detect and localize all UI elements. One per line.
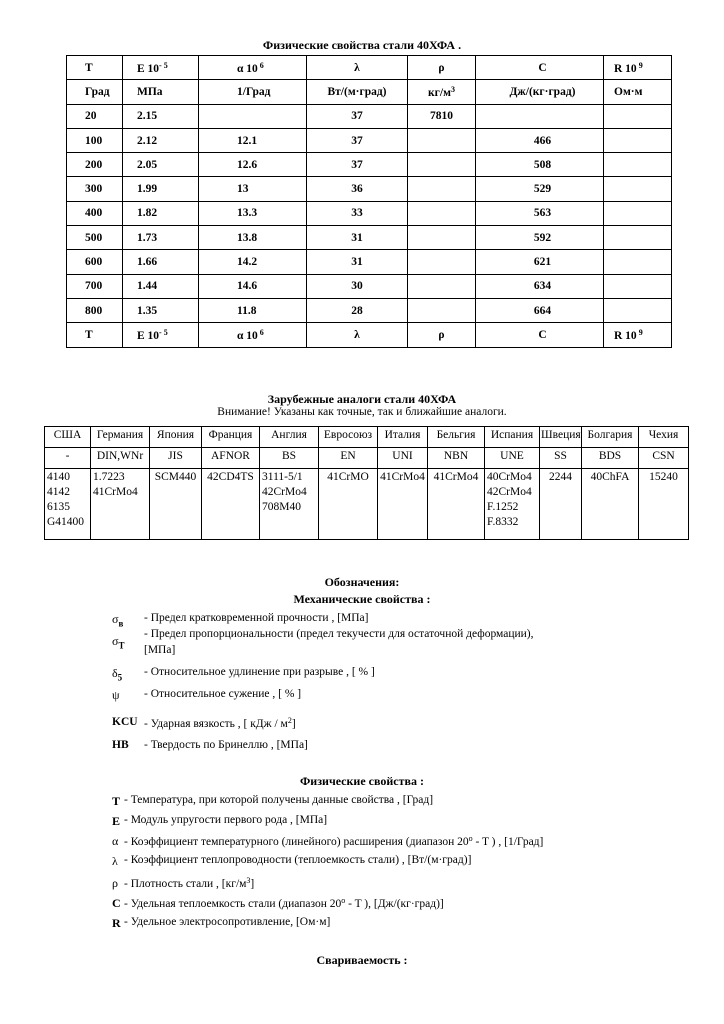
countries-row (45, 427, 689, 448)
grade-name: 15240 (649, 471, 678, 483)
table-cell: 500 (67, 226, 123, 250)
header-row (67, 56, 672, 80)
legend-text: - Удельное электросопротивление, [Ом·м] (124, 916, 331, 928)
grade-cell (260, 469, 319, 540)
legend-text: - Предел пропорциональности (предел текучести для остаточной деформации), (144, 628, 534, 640)
country-cell: США (45, 427, 91, 448)
table-cell: 664 (476, 298, 604, 322)
legend-title: Обозначения: (324, 575, 400, 589)
table-row (67, 226, 672, 250)
grade-name: 3111-5/1 (262, 471, 303, 483)
table-cell (604, 250, 672, 274)
country-cell: Болгария (582, 427, 639, 448)
grade-name: 41CrMo4 (380, 471, 425, 483)
legend-text: - Коэффициент температурного (линейного) расширения (диапазон 20$^o$ - T ) , [1/Град] (124, 834, 544, 848)
table-cell: 31 (307, 226, 408, 250)
table-cell: 37 (307, 153, 408, 177)
table-row (67, 177, 672, 201)
legend-text: - Ударная вязкость , [ кДж / $м^2$] (144, 716, 296, 730)
table-cell (604, 177, 672, 201)
table-cell: 2.12 (123, 128, 199, 152)
table-cell (604, 274, 672, 298)
table-row (67, 201, 672, 225)
table-cell: 1.44 (123, 274, 199, 298)
grade-name: 4142 (47, 486, 70, 498)
grade-name: 41CrMo4 (93, 486, 138, 498)
table-cell: 20 (67, 104, 123, 128)
superscript: 3 (246, 876, 251, 885)
unit-cell: Ом·м (604, 80, 672, 104)
grade-name: F.1252 (487, 501, 519, 513)
grade-cell (639, 469, 689, 540)
table-cell (408, 250, 476, 274)
table-cell: 592 (476, 226, 604, 250)
grade-name: 6135 (47, 501, 70, 513)
grade-name: 40ChFA (590, 471, 630, 483)
standard-cell: CSN (639, 448, 689, 469)
weldability-title: Свариваемость : (316, 953, 408, 967)
grade-name: 42CD4TS (207, 471, 254, 483)
table-cell: 28 (307, 298, 408, 322)
grade-cell (319, 469, 378, 540)
table-cell: 13.3 (199, 201, 307, 225)
legend-symbol: E (112, 814, 121, 828)
table-cell: 634 (476, 274, 604, 298)
grade-cell (582, 469, 639, 540)
legend-symbol: T (112, 794, 121, 808)
table-cell (604, 226, 672, 250)
header-cell: R 10 $^9$ (604, 323, 672, 347)
superscript: 2 (287, 716, 292, 725)
unit-cell: $кг/м^3$ (408, 80, 476, 104)
table-cell: 37 (307, 128, 408, 152)
country-cell: Англия (260, 427, 319, 448)
unit-cell: Вт/(м·град) (307, 80, 408, 104)
table-cell (408, 226, 476, 250)
standard-cell: BS (260, 448, 319, 469)
header-cell: λ (307, 56, 408, 80)
header-cell: ρ (408, 323, 476, 347)
grade-cell (91, 469, 150, 540)
grade-name: 41CrMo4 (433, 471, 479, 483)
grade-name: 42CrMo4 (487, 486, 532, 498)
table-cell (604, 128, 672, 152)
unit-cell: МПа (123, 80, 199, 104)
legend-subscript: 5 (117, 672, 123, 683)
country-cell: Евросоюз (319, 427, 378, 448)
exponent: 9 (636, 60, 643, 70)
country-cell: Италия (378, 427, 428, 448)
legend-symbol: ψ (112, 688, 120, 702)
standard-cell: DIN,WNr (91, 448, 150, 469)
legend-text-continued: [МПа] (144, 644, 176, 656)
table-cell: 14.6 (199, 274, 307, 298)
unit-cell: Дж/(кг·град) (476, 80, 604, 104)
physical-title: Физические свойства стали 40ХФА . (262, 38, 462, 52)
table-cell: 36 (307, 177, 408, 201)
standard-cell: JIS (150, 448, 202, 469)
header-cell: ρ (408, 56, 476, 80)
analogs-notice: Внимание! Указаны как точные, так и ближайшие аналоги. (217, 406, 507, 418)
table-cell: 2.05 (123, 153, 199, 177)
table-cell: 30 (307, 274, 408, 298)
standard-cell: UNE (485, 448, 540, 469)
grade-cell (485, 469, 540, 540)
header-cell: λ (307, 323, 408, 347)
header-cell: E $10^{- 5}$ (123, 56, 199, 80)
country-cell: Швеция (540, 427, 582, 448)
table-cell (604, 298, 672, 322)
legend-symbol: ρ (112, 876, 118, 890)
table-cell: 400 (67, 201, 123, 225)
table-cell (408, 298, 476, 322)
grade-cell (540, 469, 582, 540)
table-cell: 1.73 (123, 226, 199, 250)
table-cell: 14.2 (199, 250, 307, 274)
exponent: - 5 (159, 60, 168, 70)
table-cell: 300 (67, 177, 123, 201)
standard-cell: BDS (582, 448, 639, 469)
table-cell: 12.1 (199, 128, 307, 152)
analogs-title: Зарубежные аналоги стали 40ХФА (267, 392, 457, 406)
standard-cell: SS (540, 448, 582, 469)
legend-text: - Относительное удлинение при разрыве , [ % ] (144, 666, 375, 678)
superscript: o (341, 896, 346, 905)
header-row (67, 323, 672, 347)
table-cell: 31 (307, 250, 408, 274)
grade-name: G41400 (47, 516, 85, 528)
legend-symbol: λ (112, 854, 118, 868)
table-cell: 13.8 (199, 226, 307, 250)
table-cell: 1.82 (123, 201, 199, 225)
analogs-table (44, 426, 689, 540)
exponent: 6 (257, 327, 264, 337)
legend-symbol: KCU (112, 716, 138, 728)
legend-text: - Температура, при которой получены данные свойства , [Град] (124, 794, 434, 806)
header-cell: α 10 $^6$ (199, 323, 307, 347)
table-cell: 563 (476, 201, 604, 225)
table-row (67, 298, 672, 322)
table-cell (408, 274, 476, 298)
country-cell: Япония (150, 427, 202, 448)
exponent: 6 (257, 60, 264, 70)
legend-symbol: R (112, 916, 121, 930)
grade-cell (150, 469, 202, 540)
country-cell: Бельгия (428, 427, 485, 448)
country-cell: Франция (202, 427, 260, 448)
table-cell (408, 128, 476, 152)
grade-name: 41CrMO (327, 471, 369, 483)
table-cell: 700 (67, 274, 123, 298)
table-cell: 466 (476, 128, 604, 152)
table-cell: 200 (67, 153, 123, 177)
grade-cell (378, 469, 428, 540)
header-cell: T (67, 323, 123, 347)
table-row (67, 128, 672, 152)
grade-name: 40CrMo4 (487, 471, 532, 483)
legend-text: - Предел кратковременной прочности , [МПа] (144, 612, 369, 624)
table-cell: 100 (67, 128, 123, 152)
standards-row (45, 448, 689, 469)
exponent: - 5 (159, 327, 168, 337)
unit-cell: 1/Град (199, 80, 307, 104)
legend-text: - Плотность стали , $[кг/м^3]$ (124, 876, 255, 890)
grade-name: 4140 (47, 471, 70, 483)
table-cell: 529 (476, 177, 604, 201)
grade-name: 2244 (549, 471, 572, 483)
legend-text: - Коэффициент теплопроводности (теплоемкость стали) , [Вт/(м·град)] (124, 854, 472, 866)
country-cell: Германия (91, 427, 150, 448)
table-cell (604, 153, 672, 177)
standard-cell: AFNOR (202, 448, 260, 469)
standard-cell: - (45, 448, 91, 469)
grade-cell (202, 469, 260, 540)
standard-cell: NBN (428, 448, 485, 469)
table-cell: 1.66 (123, 250, 199, 274)
table-row (67, 274, 672, 298)
table-cell: 33 (307, 201, 408, 225)
table-cell: 37 (307, 104, 408, 128)
table-cell: 1.35 (123, 298, 199, 322)
table-cell (408, 201, 476, 225)
legend-text: - Относительное сужение , [ % ] (144, 688, 302, 700)
table-cell (604, 201, 672, 225)
grade-name: 708M40 (262, 501, 301, 513)
grade-name: 1.7223 (93, 471, 125, 483)
legend-text: - Модуль упругости первого рода , [МПа] (124, 814, 328, 826)
table-cell: 2.15 (123, 104, 199, 128)
exponent: 9 (636, 327, 643, 337)
table-cell (199, 104, 307, 128)
table-cell: 800 (67, 298, 123, 322)
legend-text: - Твердость по Бринеллю , [МПа] (144, 739, 308, 751)
table-row (67, 104, 672, 128)
table-cell: 508 (476, 153, 604, 177)
header-cell: C (476, 56, 604, 80)
table-cell (604, 104, 672, 128)
table-cell: 600 (67, 250, 123, 274)
legend-symbol: $\sigma_T$ (112, 634, 125, 651)
header-cell: C (476, 323, 604, 347)
grade-name: 42CrMo4 (262, 486, 307, 498)
legend-subscript: T (118, 640, 125, 651)
unit-cell: Град (67, 80, 123, 104)
grade-cell (428, 469, 485, 540)
table-cell: 12.6 (199, 153, 307, 177)
legend-text: - Удельная теплоемкость стали (диапазон 20$^o$ - T ), [Дж/(кг·град)] (124, 896, 444, 910)
header-cell: R 10 $^9$ (604, 56, 672, 80)
country-cell: Чехия (639, 427, 689, 448)
table-cell: 1.99 (123, 177, 199, 201)
grades-row (45, 469, 689, 540)
table-cell: 13 (199, 177, 307, 201)
header-cell: T (67, 56, 123, 80)
legend-symbol: $\delta_5$ (112, 666, 123, 683)
table-cell: 11.8 (199, 298, 307, 322)
standard-cell: UNI (378, 448, 428, 469)
table-cell (408, 177, 476, 201)
legend-symbol: α (112, 834, 119, 848)
grade-name: F.8332 (487, 516, 519, 528)
legend-symbol: C (112, 896, 121, 910)
table-cell (476, 104, 604, 128)
units-row (67, 80, 672, 104)
header-cell: E $10^{- 5}$ (123, 323, 199, 347)
exponent: 3 (450, 84, 455, 94)
legend-symbol: HB (112, 739, 129, 751)
legend-symbol: $\sigma_в$ (112, 612, 124, 629)
mech-title: Механические свойства : (293, 592, 431, 606)
table-cell: 621 (476, 250, 604, 274)
standard-cell: EN (319, 448, 378, 469)
table-cell (408, 153, 476, 177)
grade-name: SCM440 (154, 471, 197, 483)
table-cell: 7810 (408, 104, 476, 128)
legend-subscript: в (118, 618, 124, 629)
superscript: o (468, 834, 473, 843)
header-cell: α 10 $^6$ (199, 56, 307, 80)
country-cell: Испания (485, 427, 540, 448)
table-row (67, 250, 672, 274)
grade-cell (45, 469, 91, 540)
table-row (67, 153, 672, 177)
phys-legend-title: Физические свойства : (299, 774, 424, 788)
physical-properties-table (66, 55, 672, 348)
